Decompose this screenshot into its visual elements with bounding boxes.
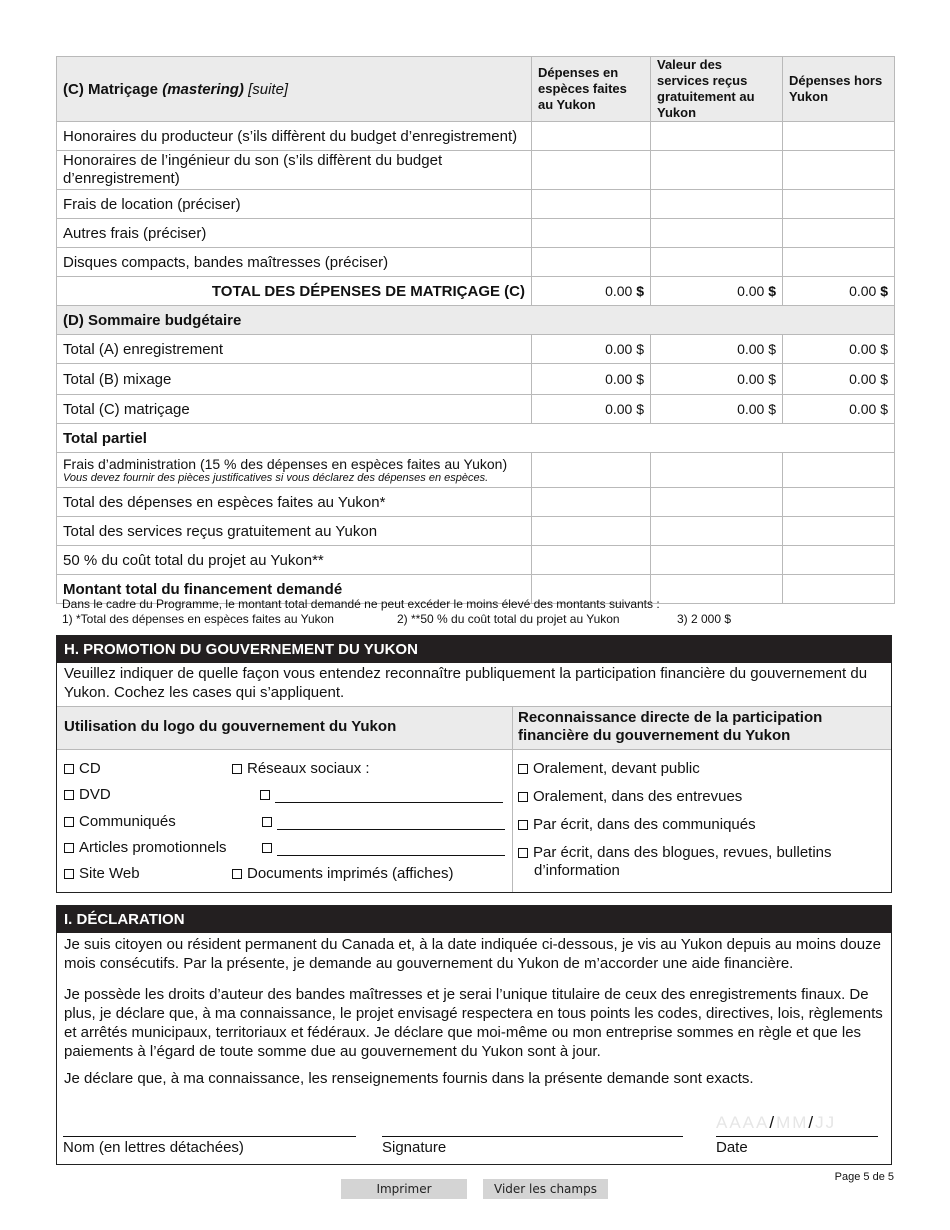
summary-value: 0.00 $ [783, 364, 895, 395]
section-d-title: (D) Sommaire budgétaire [57, 306, 895, 335]
column-divider [512, 706, 513, 892]
section-c-title: (C) Matriçage (mastering) [suite] [57, 57, 532, 122]
row-label: Disques compacts, bandes maîtresses (préciser) [57, 248, 532, 277]
col-header-inkind-yukon: Valeur des services reçus gratuitement au Yukon [651, 57, 783, 122]
amount-field[interactable] [532, 488, 651, 517]
table-row [57, 219, 895, 248]
amount-field[interactable] [651, 517, 783, 546]
amount-field[interactable] [783, 122, 895, 151]
checkbox[interactable] [518, 764, 528, 774]
budget-table [56, 56, 895, 604]
summary-row [57, 335, 895, 364]
summary-value: 0.00 $ [532, 364, 651, 395]
amount-field[interactable] [651, 453, 783, 488]
summary-value: 0.00 $ [783, 395, 895, 424]
date-field[interactable]: AAAA/MM/JJ [716, 1113, 837, 1132]
admin-fee-row [57, 453, 895, 488]
total-c-outside: 0.00 $ [783, 277, 895, 306]
social-media-entry-3[interactable] [262, 839, 505, 856]
option-printed-docs[interactable]: Documents imprimés (affiches) [232, 865, 453, 882]
amount-field[interactable] [532, 122, 651, 151]
summary-row [57, 395, 895, 424]
inkind-total-label: Total des services reçus gratuitement au Yukon [57, 517, 532, 546]
amount-field[interactable] [532, 546, 651, 575]
section-h [56, 635, 892, 893]
total-c-label: TOTAL DES DÉPENSES DE MATRIÇAGE (C) [57, 277, 532, 306]
declaration-para-3: Je déclare que, à ma connaissance, les renseignements fournis dans la présente demande sont exacts. [64, 1070, 754, 1087]
checkbox[interactable] [518, 792, 528, 802]
social-media-entry-2[interactable] [262, 813, 505, 830]
section-i-title: I. DÉCLARATION [57, 906, 891, 933]
amount-field[interactable] [651, 151, 783, 190]
cash-total-label: Total des dépenses en espèces faites au Yukon* [57, 488, 532, 517]
funding-total-label: Montant total du financement demandé [57, 575, 532, 604]
admin-fee-label: Frais d’administration (15 % des dépenses en espèces faites au Yukon) Vous devez fournir des pièces justificatives si vous déclarez des dépenses en espèces. [57, 453, 532, 488]
print-button[interactable]: Imprimer [341, 1179, 467, 1199]
program-note-item3: 3) 2 000 $ [677, 612, 732, 626]
option-written-communiques[interactable]: Par écrit, dans des communiqués [518, 816, 756, 833]
amount-field[interactable] [783, 488, 895, 517]
table-row [57, 546, 895, 575]
half-cost-label: 50 % du coût total du projet au Yukon** [57, 546, 532, 575]
summary-value: 0.00 $ [651, 335, 783, 364]
summary-label: Total (A) enregistrement [57, 335, 532, 364]
checkbox[interactable] [260, 790, 270, 800]
amount-field[interactable] [651, 122, 783, 151]
amount-field[interactable] [532, 517, 651, 546]
checkbox[interactable] [64, 764, 74, 774]
summary-value: 0.00 $ [532, 335, 651, 364]
row-label: Frais de location (préciser) [57, 190, 532, 219]
summary-row [57, 364, 895, 395]
option-dvd[interactable]: DVD [64, 786, 111, 803]
summary-value: 0.00 $ [651, 395, 783, 424]
option-written-blogs[interactable]: Par écrit, dans des blogues, revues, bulletins d’information [518, 844, 874, 880]
section-i [56, 905, 892, 1165]
checkbox[interactable] [262, 817, 272, 827]
declaration-para-1: Je suis citoyen ou résident permanent du Canada et, à la date indiquée ci-dessous, je vis au Yukon depuis au moins douze mois consécutifs. Par la présente, je demande au gouvernement du Yukon de m’accorder une aide financière. [64, 936, 881, 972]
summary-label: Total (B) mixage [57, 364, 532, 395]
amount-field[interactable] [783, 453, 895, 488]
option-oral-public[interactable]: Oralement, devant public [518, 760, 700, 777]
table-row [57, 151, 895, 190]
amount-field[interactable] [783, 151, 895, 190]
subtotal-row [57, 424, 895, 453]
amount-field[interactable] [783, 546, 895, 575]
social-media-input[interactable] [277, 817, 505, 830]
clear-fields-button[interactable]: Vider les champs [483, 1179, 608, 1199]
signature-label: Signature [382, 1139, 447, 1156]
social-media-input[interactable] [275, 790, 503, 803]
amount-field[interactable] [783, 190, 895, 219]
total-c-cash: 0.00 $ [532, 277, 651, 306]
option-oral-interviews[interactable]: Oralement, dans des entrevues [518, 788, 742, 805]
option-website[interactable]: Site Web [64, 865, 140, 882]
program-note-item2: 2) **50 % du coût total du projet au Yukon [397, 612, 620, 626]
row-label: Honoraires de l’ingénieur du son (s’ils diffèrent du budget d’enregistrement) [57, 151, 532, 190]
summary-value: 0.00 $ [651, 364, 783, 395]
table-row [57, 517, 895, 546]
date-line [716, 1136, 878, 1137]
page-number: Page 5 de 5 [834, 1171, 894, 1183]
summary-label: Total (C) matriçage [57, 395, 532, 424]
checkbox[interactable] [64, 843, 74, 853]
amount-field[interactable] [783, 219, 895, 248]
summary-value: 0.00 $ [532, 395, 651, 424]
checkbox[interactable] [262, 843, 272, 853]
amount-field[interactable] [783, 517, 895, 546]
checkbox[interactable] [64, 869, 74, 879]
option-communiques[interactable]: Communiqués [64, 813, 176, 830]
amount-field[interactable] [651, 190, 783, 219]
option-social-media[interactable]: Réseaux sociaux : [232, 760, 370, 777]
col-header-outside-yukon: Dépenses hors Yukon [783, 57, 895, 122]
summary-value: 0.00 $ [783, 335, 895, 364]
amount-field[interactable] [532, 219, 651, 248]
amount-field[interactable] [532, 248, 651, 277]
subtotal-label: Total partiel [57, 424, 895, 453]
total-c-inkind: 0.00 $ [651, 277, 783, 306]
section-d-header-row [57, 306, 895, 335]
amount-field[interactable] [783, 575, 895, 604]
name-label: Nom (en lettres détachées) [63, 1139, 244, 1156]
checkbox[interactable] [232, 764, 242, 774]
amount-field[interactable] [651, 546, 783, 575]
checkbox[interactable] [518, 820, 528, 830]
amount-field[interactable] [651, 488, 783, 517]
direct-recognition-header: Reconnaissance directe de la participation financière du gouvernement du Yukon [518, 709, 823, 744]
checkbox[interactable] [518, 848, 528, 858]
table-header-row [57, 57, 895, 122]
amount-field[interactable] [532, 190, 651, 219]
program-note-intro: Dans le cadre du Programme, le montant total demandé ne peut excéder le moins élevé des montants suivants : [62, 597, 660, 611]
amount-field[interactable] [532, 453, 651, 488]
col-header-cash-yukon: Dépenses en espèces faites au Yukon [532, 57, 651, 122]
amount-field[interactable] [651, 575, 783, 604]
row-label: Honoraires du producteur (s’ils diffèrent du budget d’enregistrement) [57, 122, 532, 151]
checkbox[interactable] [64, 790, 74, 800]
amount-field[interactable] [651, 248, 783, 277]
checkbox[interactable] [64, 817, 74, 827]
amount-field[interactable] [651, 219, 783, 248]
declaration-para-2: Je possède les droits d’auteur des bandes maîtresses et je serai l’unique titulaire de ceux des enregistrements finaux. De plus, je déclare que, à ma connaissance, le projet envisagé respectera en tous points les codes, directives, lois, règlements et arrêtés municipaux, territoriaux et fédéraux. Je déclare que moi-même ou mon entreprise sommes en règle et que les paiements à l’égard de toute somme due au gouvernement du Yukon sont à jour. [64, 986, 883, 1060]
date-label: Date [716, 1139, 748, 1156]
total-c-row [57, 277, 895, 306]
table-row [57, 190, 895, 219]
amount-field[interactable] [532, 151, 651, 190]
option-cd[interactable]: CD [64, 760, 101, 777]
option-articles[interactable]: Articles promotionnels [64, 839, 227, 856]
row-label: Autres frais (préciser) [57, 219, 532, 248]
logo-usage-header: Utilisation du logo du gouvernement du Yukon [64, 718, 397, 735]
table-row [57, 122, 895, 151]
table-row [57, 248, 895, 277]
signature-line[interactable] [382, 1136, 683, 1137]
name-line[interactable] [63, 1136, 356, 1137]
checkbox[interactable] [232, 869, 242, 879]
table-row [57, 488, 895, 517]
section-h-title: H. PROMOTION DU GOUVERNEMENT DU YUKON [57, 636, 891, 663]
program-note-item1: 1) *Total des dépenses en espèces faites au Yukon [62, 612, 334, 626]
amount-field[interactable] [783, 248, 895, 277]
social-media-entry-1[interactable] [260, 786, 503, 803]
social-media-input[interactable] [277, 843, 505, 856]
section-h-intro: Veuillez indiquer de quelle façon vous entendez reconnaître publiquement la participation financière du gouvernement du Yukon. Cochez les cases qui s’appliquent. [64, 665, 868, 701]
